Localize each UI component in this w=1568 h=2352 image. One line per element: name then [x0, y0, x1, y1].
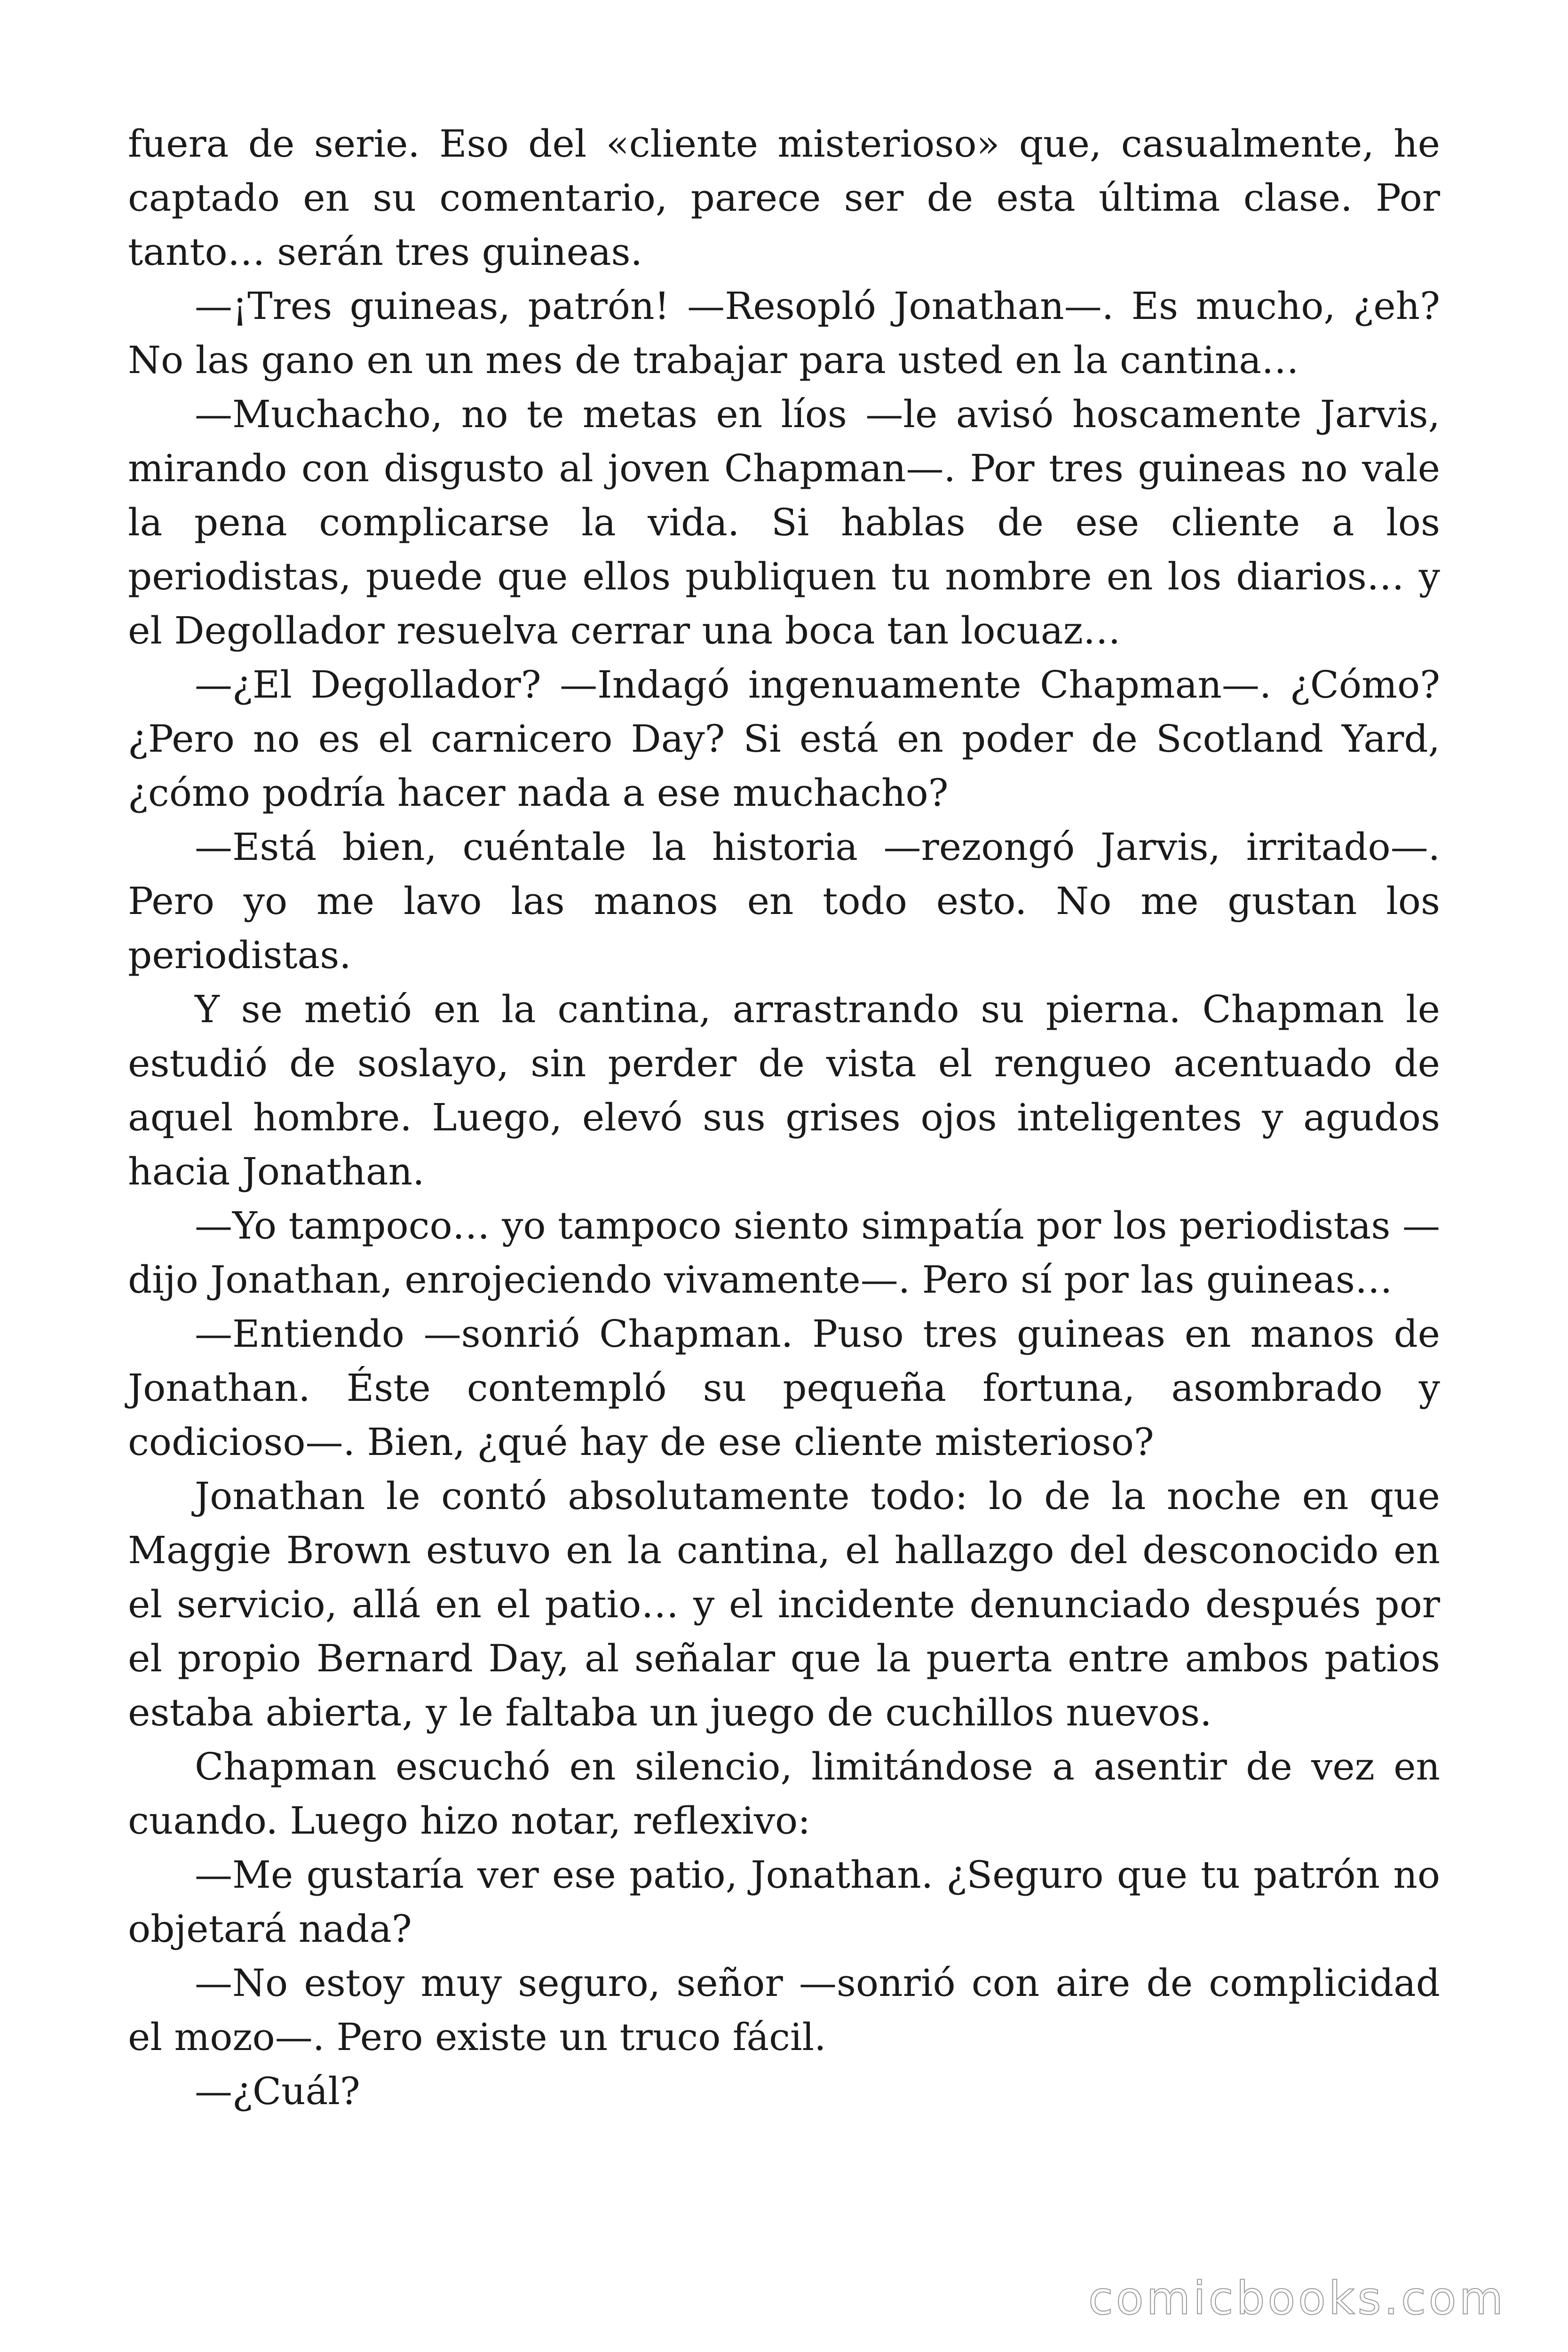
page-body — [128, 117, 1440, 2118]
paragraph: —¿El Degollador? —Indagó ingenuamente Chapman—. ¿Cómo? ¿Pero no es el carnicero Day? Si está en poder de Scotland Yard, ¿cómo podría hacer nada a ese muchacho? — [128, 663, 1440, 815]
paragraph: —¡Tres guineas, patrón! —Resopló Jonathan—. Es mucho, ¿eh? No las gano en un mes de trabajar para usted en la cantina… — [128, 284, 1440, 382]
paragraph: —Me gustaría ver ese patio, Jonathan. ¿Seguro que tu patrón no objetará nada? — [128, 1853, 1440, 1951]
paragraph: fuera de serie. Eso del «cliente misterioso» que, casualmente, he captado en su comentario, parece ser de esta última clase. Por tanto… serán tres guineas. — [128, 122, 1440, 274]
paragraph: —Está bien, cuéntale la historia —rezongó Jarvis, irritado—. Pero yo me lavo las manos en todo esto. No me gustan los periodistas. — [128, 825, 1440, 977]
paragraph: —¿Cuál? — [195, 2069, 360, 2113]
paragraph: Y se metió en la cantina, arrastrando su pierna. Chapman le estudió de soslayo, sin perder de vista el rengueo acentuado de aquel hombre. Luego, elevó sus grises ojos inteligentes y agudos hacia Jonathan. — [128, 987, 1440, 1193]
paragraph: —Muchacho, no te metas en líos —le avisó hoscamente Jarvis, mirando con disgusto al joven Chapman—. Por tres guineas no vale la pena complicarse la vida. Si hablas de ese cliente a los periodistas, puede que ellos publiquen tu nombre en los diarios… y el Degollador resuelva cerrar una boca tan locuaz… — [128, 392, 1440, 652]
paragraph: —Entiendo —sonrió Chapman. Puso tres guineas en manos de Jonathan. Éste contempló su pequeña fortuna, asombrado y codicioso—. Bien, ¿qué hay de ese cliente misterioso? — [128, 1312, 1440, 1464]
paragraph: —Yo tampoco… yo tampoco siento simpatía por los periodistas —dijo Jonathan, enrojeciendo vivamente—. Pero sí por las guineas… — [128, 1204, 1440, 1302]
paragraph: —No estoy muy seguro, señor —sonrió con aire de complicidad el mozo—. Pero existe un truco fácil. — [128, 1961, 1440, 2059]
watermark: comicbooks.com — [1088, 2272, 1506, 2325]
paragraph: Jonathan le contó absolutamente todo: lo de la noche en que Maggie Brown estuvo en la cantina, el hallazgo del desconocido en el servicio, allá en el patio… y el incidente denunciado después por el propio Bernard Day, al señalar que la puerta entre ambos patios estaba abierta, y le faltaba un juego de cuchillos nuevos. — [128, 1474, 1440, 1734]
paragraph: Chapman escuchó en silencio, limitándose a asentir de vez en cuando. Luego hizo notar, reflexivo: — [128, 1745, 1440, 1843]
